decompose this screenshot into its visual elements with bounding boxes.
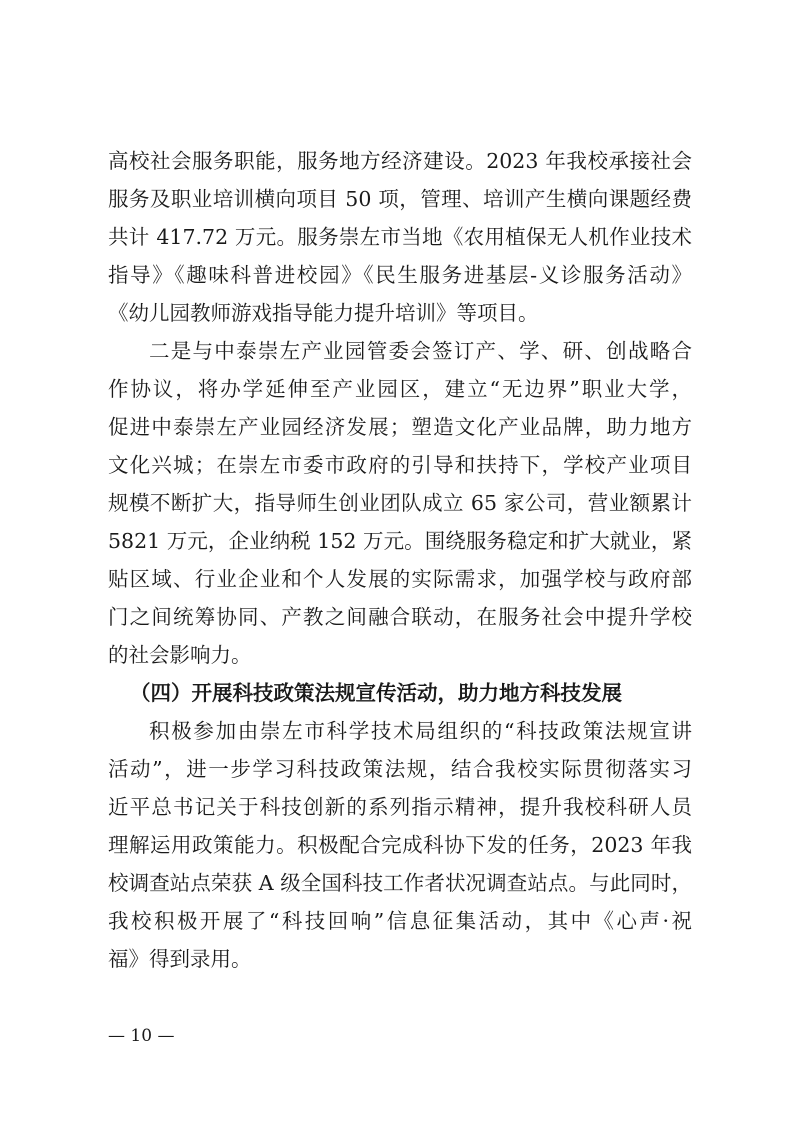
paragraph-line: 规模不断扩大，指导师生创业团队成立 65 家公司，营业额累计 [108,491,692,515]
paragraph-line: 积极参加由崇左市科学技术局组织的“科技政策法规宣讲 [149,719,692,743]
paragraph-line: 指导》《趣味科普进校园》《民生服务进基层-义诊服务活动》 [108,263,692,287]
paragraph-line: 《幼儿园教师游戏指导能力提升培训》等项目。 [108,301,539,325]
paragraph-line: 理解运用政策能力。积极配合完成科协下发的任务，2023 年我 [108,833,692,857]
paragraph-line: 活动”，进一步学习科技政策法规，结合我校实际贯彻落实习 [108,757,692,781]
paragraph-2 [108,332,692,674]
paragraph-line: 作协议，将办学延伸至产业园区，建立“无边界”职业大学， [108,377,692,401]
paragraph-1 [108,142,692,332]
paragraph-line: 促进中泰崇左产业园经济发展；塑造文化产业品牌，助力地方 [108,415,692,439]
page-number: — 10 — [108,1026,175,1046]
paragraph-3 [108,712,692,978]
paragraph-line: 门之间统筹协同、产教之间融合联动，在服务社会中提升学校 [108,605,692,629]
paragraph-line: 二是与中泰崇左产业园管委会签订产、学、研、创战略合 [149,339,692,363]
paragraph-line: 文化兴城；在崇左市委市政府的引导和扶持下，学校产业项目 [108,453,692,477]
paragraph-line: 贴区域、行业企业和个人发展的实际需求，加强学校与政府部 [108,567,692,591]
section-heading: （四）开展科技政策法规宣传活动，助力地方科技发展 [130,681,622,705]
paragraph-line: 的社会影响力。 [108,643,252,667]
paragraph-line: 5821 万元，企业纳税 152 万元。围绕服务稳定和扩大就业，紧 [108,529,692,553]
paragraph-line: 校调查站点荣获 A 级全国科技工作者状况调查站点。与此同时， [108,871,692,895]
paragraph-line: 近平总书记关于科技创新的系列指示精神，提升我校科研人员 [108,795,692,819]
paragraph-line: 我校积极开展了“科技回响”信息征集活动，其中《心声·祝 [108,909,692,933]
paragraph-line: 高校社会服务职能，服务地方经济建设。2023 年我校承接社会 [108,149,692,173]
document-body [108,142,692,978]
paragraph-line: 福》得到录用。 [108,947,252,971]
paragraph-line: 共计 417.72 万元。服务崇左市当地《农用植保无人机作业技术 [108,225,692,249]
paragraph-line: 服务及职业培训横向项目 50 项，管理、培训产生横向课题经费 [108,187,692,211]
